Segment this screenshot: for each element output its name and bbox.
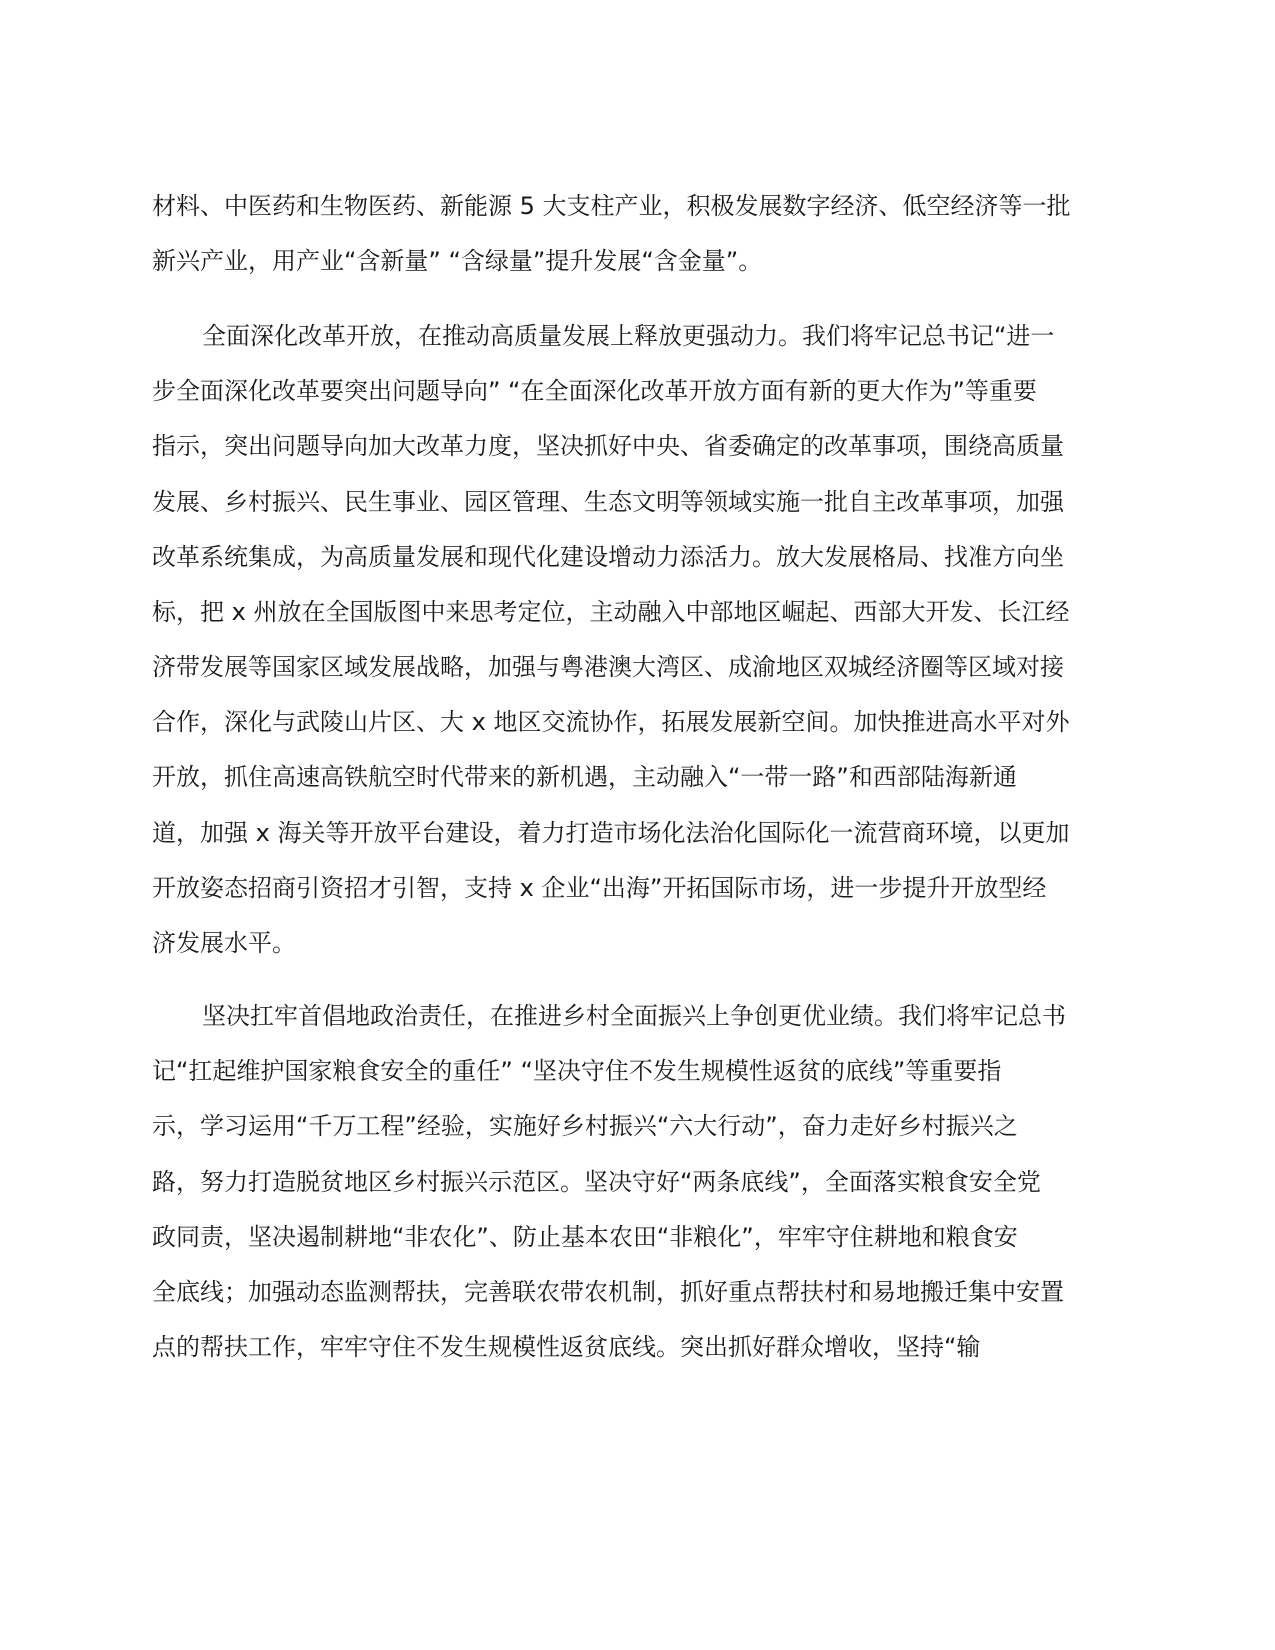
paragraph-line: 全面深化改革开放，在推动高质量发展上释放更强动力。我们将牢记总书记“进一 xyxy=(202,322,1055,350)
paragraph-line: 示，学习运用“千万工程”经验，实施好乡村振兴“六大行动”，奋力走好乡村振兴之 xyxy=(152,1112,1018,1140)
paragraph-line: 道，加强 x 海关等开放平台建设，着力打造市场化法治化国际化一流营商环境，以更加 xyxy=(152,819,1070,847)
paragraph-line: 标，把 x 州放在全国版图中来思考定位，主动融入中部地区崛起、西部大开发、长江经 xyxy=(152,598,1070,626)
paragraph-line: 新兴产业，用产业“含新量” “含绿量”提升发展“含金量”。 xyxy=(152,247,763,275)
paragraph-line: 材料、中医药和生物医药、新能源 5 大支柱产业，积极发展数字经济、低空经济等一批 xyxy=(152,192,1071,220)
paragraph-line: 发展、乡村振兴、民生事业、园区管理、生态文明等领域实施一批自主改革事项，加强 xyxy=(152,488,1064,516)
paragraph-line: 路，努力打造脱贫地区乡村振兴示范区。坚决守好“两条底线”，全面落实粮食安全党 xyxy=(152,1168,1041,1196)
paragraph-line: 开放，抓住高速高铁航空时代带来的新机遇，主动融入“一带一路”和西部陆海新通 xyxy=(152,763,1017,791)
paragraph-line: 记“扛起维护国家粮食安全的重任” “坚决守住不发生规模性返贫的底线”等重要指 xyxy=(152,1057,1002,1085)
paragraph-line: 济发展水平。 xyxy=(152,929,296,957)
paragraph-line: 改革系统集成，为高质量发展和现代化建设增动力添活力。放大发展格局、找准方向坐 xyxy=(152,543,1064,571)
paragraph-line: 济带发展等国家区域发展战略，加强与粤港澳大湾区、成渝地区双城经济圈等区域对接 xyxy=(152,653,1064,681)
paragraph-line: 全底线；加强动态监测帮扶，完善联农带农机制，抓好重点帮扶村和易地搬迁集中安置 xyxy=(152,1278,1064,1306)
paragraph-line: 指示，突出问题导向加大改革力度，坚决抓好中央、省委确定的改革事项，围绕高质量 xyxy=(152,432,1064,460)
paragraph-line: 合作，深化与武陵山片区、大 x 地区交流协作，拓展发展新空间。加快推进高水平对外 xyxy=(152,708,1070,736)
paragraph-line: 坚决扛牢首倡地政治责任，在推进乡村全面振兴上争创更优业绩。我们将牢记总书 xyxy=(202,1002,1066,1030)
paragraph-line: 步全面深化改革要突出问题导向” “在全面深化改革开放方面有新的更大作为”等重要 xyxy=(152,377,1037,405)
paragraph-line: 开放姿态招商引资招才引智，支持 x 企业“出海”开拓国际市场，进一步提升开放型经 xyxy=(152,874,1047,902)
paragraph-line: 政同责，坚决遏制耕地“非农化”、防止基本农田“非粮化”，牢牢守住耕地和粮食安 xyxy=(152,1223,1018,1251)
paragraph-line: 点的帮扶工作，牢牢守住不发生规模性返贫底线。突出抓好群众增收，坚持“输 xyxy=(152,1333,981,1361)
